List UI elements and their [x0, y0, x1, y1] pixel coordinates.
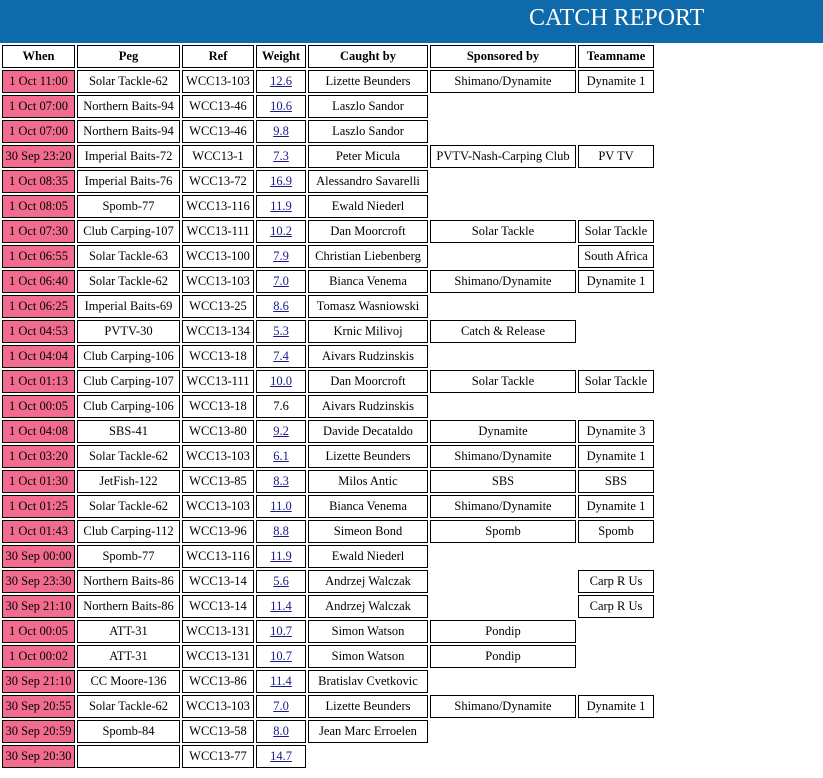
cell-caught-by: Simon Watson [308, 620, 428, 643]
cell-sponsored-by: Shimano/Dynamite [430, 445, 576, 468]
table-row [2, 145, 654, 168]
column-header-when: When [2, 45, 75, 68]
cell-ref: WCC13-116 [182, 545, 254, 568]
cell-sponsored-by [430, 595, 576, 618]
cell-ref: WCC13-46 [182, 120, 254, 143]
catch-table [0, 43, 656, 770]
cell-caught-by: Lizette Beunders [308, 695, 428, 718]
cell-ref: WCC13-14 [182, 595, 254, 618]
cell-caught-by: Aivars Rudzinskis [308, 395, 428, 418]
cell-peg: PVTV-30 [77, 320, 180, 343]
cell-ref: WCC13-18 [182, 395, 254, 418]
table-row [2, 545, 654, 568]
cell-ref: WCC13-14 [182, 570, 254, 593]
cell-caught-by: Ewald Niederl [308, 195, 428, 218]
weight-link[interactable]: 12.6 [270, 74, 292, 88]
table-row [2, 470, 654, 493]
cell-peg: Solar Tackle-62 [77, 445, 180, 468]
table-row [2, 620, 654, 643]
cell-sponsored-by [430, 720, 576, 743]
cell-peg: Solar Tackle-62 [77, 70, 180, 93]
table-row [2, 670, 654, 693]
cell-when: 1 Oct 11:00 [2, 70, 75, 93]
cell-sponsored-by [430, 295, 576, 318]
cell-caught-by: Simeon Bond [308, 520, 428, 543]
cell-peg: Northern Baits-86 [77, 595, 180, 618]
cell-when: 1 Oct 04:08 [2, 420, 75, 443]
cell-ref: WCC13-111 [182, 370, 254, 393]
weight-link[interactable]: 9.2 [273, 424, 289, 438]
cell-ref: WCC13-100 [182, 245, 254, 268]
cell-teamname: South Africa [578, 245, 654, 268]
cell-sponsored-by: Dynamite [430, 420, 576, 443]
weight-link[interactable]: 10.2 [270, 224, 292, 238]
cell-weight [256, 720, 306, 743]
cell-caught-by [308, 745, 428, 768]
cell-peg: JetFish-122 [77, 470, 180, 493]
table-row [2, 70, 654, 93]
table-row [2, 245, 654, 268]
cell-when: 30 Sep 20:55 [2, 695, 75, 718]
cell-sponsored-by [430, 395, 576, 418]
cell-sponsored-by: SBS [430, 470, 576, 493]
weight-link[interactable]: 10.6 [270, 99, 292, 113]
cell-sponsored-by [430, 670, 576, 693]
cell-caught-by: Laszlo Sandor [308, 95, 428, 118]
cell-teamname [578, 295, 654, 318]
cell-teamname: Carp R Us [578, 570, 654, 593]
cell-weight [256, 245, 306, 268]
weight-link[interactable]: 10.7 [270, 649, 292, 663]
cell-teamname: Dynamite 1 [578, 695, 654, 718]
weight-link[interactable]: 11.9 [270, 549, 292, 563]
cell-peg: Imperial Baits-69 [77, 295, 180, 318]
cell-sponsored-by [430, 345, 576, 368]
cell-weight [256, 595, 306, 618]
cell-peg: Club Carping-106 [77, 395, 180, 418]
cell-teamname [578, 545, 654, 568]
table-row [2, 95, 654, 118]
table-row [2, 420, 654, 443]
cell-weight [256, 295, 306, 318]
cell-teamname [578, 345, 654, 368]
header-banner [0, 0, 823, 43]
cell-peg: Northern Baits-94 [77, 95, 180, 118]
cell-when: 1 Oct 07:30 [2, 220, 75, 243]
cell-weight [256, 445, 306, 468]
cell-caught-by: Davide Decataldo [308, 420, 428, 443]
cell-caught-by: Milos Antic [308, 470, 428, 493]
cell-when: 1 Oct 00:02 [2, 645, 75, 668]
cell-sponsored-by: Catch & Release [430, 320, 576, 343]
cell-weight [256, 345, 306, 368]
weight-link[interactable]: 8.3 [273, 474, 289, 488]
cell-caught-by: Tomasz Wasniowski [308, 295, 428, 318]
cell-teamname [578, 320, 654, 343]
header-row [2, 45, 654, 68]
cell-peg: Solar Tackle-63 [77, 245, 180, 268]
cell-when: 1 Oct 06:25 [2, 295, 75, 318]
cell-teamname: Dynamite 1 [578, 445, 654, 468]
cell-ref: WCC13-103 [182, 270, 254, 293]
cell-caught-by: Laszlo Sandor [308, 120, 428, 143]
cell-ref: WCC13-96 [182, 520, 254, 543]
cell-caught-by: Alessandro Savarelli [308, 170, 428, 193]
cell-weight [256, 620, 306, 643]
cell-when: 1 Oct 00:05 [2, 620, 75, 643]
cell-sponsored-by: Pondip [430, 645, 576, 668]
cell-teamname [578, 670, 654, 693]
cell-sponsored-by [430, 745, 576, 768]
cell-sponsored-by [430, 245, 576, 268]
table-row [2, 695, 654, 718]
cell-weight [256, 70, 306, 93]
cell-teamname: Dynamite 1 [578, 270, 654, 293]
table-row [2, 445, 654, 468]
cell-caught-by: Christian Liebenberg [308, 245, 428, 268]
cell-weight [256, 170, 306, 193]
cell-peg: Northern Baits-94 [77, 120, 180, 143]
table-row [2, 570, 654, 593]
cell-ref: WCC13-25 [182, 295, 254, 318]
cell-teamname [578, 170, 654, 193]
table-row [2, 195, 654, 218]
cell-ref: WCC13-46 [182, 95, 254, 118]
cell-weight [256, 520, 306, 543]
column-header-caught-by: Caught by [308, 45, 428, 68]
cell-weight [256, 670, 306, 693]
cell-caught-by: Andrzej Walczak [308, 570, 428, 593]
table-row [2, 295, 654, 318]
cell-peg: Solar Tackle-62 [77, 270, 180, 293]
cell-when: 1 Oct 06:40 [2, 270, 75, 293]
cell-teamname: Solar Tackle [578, 370, 654, 393]
cell-ref: WCC13-1 [182, 145, 254, 168]
cell-weight [256, 270, 306, 293]
cell-peg: Club Carping-106 [77, 345, 180, 368]
cell-when: 1 Oct 08:05 [2, 195, 75, 218]
cell-when: 30 Sep 20:30 [2, 745, 75, 768]
table-row [2, 170, 654, 193]
table-row [2, 595, 654, 618]
cell-sponsored-by: Solar Tackle [430, 220, 576, 243]
cell-ref: WCC13-116 [182, 195, 254, 218]
cell-weight [256, 120, 306, 143]
cell-sponsored-by: PVTV-Nash-Carping Club [430, 145, 576, 168]
weight-link[interactable]: 6.1 [273, 449, 289, 463]
cell-when: 30 Sep 23:30 [2, 570, 75, 593]
cell-when: 30 Sep 21:10 [2, 595, 75, 618]
weight-link[interactable]: 11.4 [270, 599, 292, 613]
cell-ref: WCC13-72 [182, 170, 254, 193]
cell-caught-by: Bratislav Cvetkovic [308, 670, 428, 693]
cell-peg: Solar Tackle-62 [77, 695, 180, 718]
cell-sponsored-by [430, 195, 576, 218]
cell-weight [256, 145, 306, 168]
cell-ref: WCC13-131 [182, 620, 254, 643]
cell-weight [256, 320, 306, 343]
cell-weight: 7.6 [256, 395, 306, 418]
cell-ref: WCC13-131 [182, 645, 254, 668]
cell-when: 1 Oct 06:55 [2, 245, 75, 268]
cell-teamname [578, 745, 654, 768]
cell-sponsored-by: Spomb [430, 520, 576, 543]
weight-link[interactable]: 8.0 [273, 724, 289, 738]
cell-sponsored-by [430, 170, 576, 193]
cell-teamname: Dynamite 1 [578, 495, 654, 518]
column-header-sponsored-by: Sponsored by [430, 45, 576, 68]
cell-ref: WCC13-103 [182, 495, 254, 518]
cell-peg: Spomb-84 [77, 720, 180, 743]
cell-teamname: SBS [578, 470, 654, 493]
cell-teamname: Dynamite 3 [578, 420, 654, 443]
weight-link[interactable]: 11.4 [270, 674, 292, 688]
cell-peg: Spomb-77 [77, 195, 180, 218]
weight-link[interactable]: 11.0 [270, 499, 292, 513]
cell-weight [256, 370, 306, 393]
cell-caught-by: Dan Moorcroft [308, 220, 428, 243]
cell-caught-by: Krnic Milivoj [308, 320, 428, 343]
page-title: CATCH REPORT [529, 5, 705, 31]
cell-sponsored-by: Shimano/Dynamite [430, 495, 576, 518]
cell-ref: WCC13-111 [182, 220, 254, 243]
cell-weight [256, 495, 306, 518]
cell-caught-by: Lizette Beunders [308, 70, 428, 93]
cell-teamname [578, 395, 654, 418]
table-row [2, 370, 654, 393]
table-row [2, 720, 654, 743]
table-row [2, 745, 654, 768]
cell-sponsored-by: Shimano/Dynamite [430, 70, 576, 93]
table-row [2, 645, 654, 668]
table-row [2, 345, 654, 368]
cell-teamname [578, 195, 654, 218]
cell-teamname: PV TV [578, 145, 654, 168]
cell-ref: WCC13-80 [182, 420, 254, 443]
cell-sponsored-by [430, 95, 576, 118]
cell-peg: Imperial Baits-72 [77, 145, 180, 168]
cell-weight [256, 220, 306, 243]
cell-weight [256, 95, 306, 118]
cell-peg: Club Carping-107 [77, 220, 180, 243]
cell-when: 1 Oct 04:53 [2, 320, 75, 343]
cell-weight [256, 645, 306, 668]
table-row [2, 520, 654, 543]
cell-when: 1 Oct 03:20 [2, 445, 75, 468]
cell-when: 1 Oct 07:00 [2, 120, 75, 143]
weight-link[interactable]: 7.3 [273, 149, 289, 163]
cell-sponsored-by [430, 545, 576, 568]
cell-peg: Solar Tackle-62 [77, 495, 180, 518]
weight-link[interactable]: 14.7 [270, 749, 292, 763]
cell-peg: ATT-31 [77, 620, 180, 643]
weight-link[interactable]: 16.9 [270, 174, 292, 188]
weight-link[interactable]: 7.9 [273, 249, 289, 263]
weight-link[interactable]: 7.4 [273, 349, 289, 363]
cell-weight [256, 695, 306, 718]
cell-caught-by: Bianca Venema [308, 270, 428, 293]
cell-teamname: Spomb [578, 520, 654, 543]
table-row [2, 495, 654, 518]
cell-caught-by: Jean Marc Erroelen [308, 720, 428, 743]
table-row [2, 120, 654, 143]
cell-weight [256, 420, 306, 443]
cell-peg: Club Carping-107 [77, 370, 180, 393]
cell-peg: Imperial Baits-76 [77, 170, 180, 193]
cell-ref: WCC13-86 [182, 670, 254, 693]
cell-peg: CC Moore-136 [77, 670, 180, 693]
cell-caught-by: Dan Moorcroft [308, 370, 428, 393]
cell-when: 1 Oct 01:30 [2, 470, 75, 493]
cell-peg: ATT-31 [77, 645, 180, 668]
cell-weight [256, 545, 306, 568]
cell-sponsored-by: Shimano/Dynamite [430, 270, 576, 293]
weight-link[interactable]: 5.6 [273, 574, 289, 588]
cell-when: 30 Sep 20:59 [2, 720, 75, 743]
cell-peg: Spomb-77 [77, 545, 180, 568]
cell-peg: SBS-41 [77, 420, 180, 443]
cell-caught-by: Simon Watson [308, 645, 428, 668]
weight-link[interactable]: 11.9 [270, 199, 292, 213]
cell-sponsored-by: Pondip [430, 620, 576, 643]
cell-ref: WCC13-18 [182, 345, 254, 368]
column-header-peg: Peg [77, 45, 180, 68]
table-row [2, 320, 654, 343]
cell-ref: WCC13-103 [182, 445, 254, 468]
cell-peg: Northern Baits-86 [77, 570, 180, 593]
column-header-teamname: Teamname [578, 45, 654, 68]
cell-weight [256, 470, 306, 493]
cell-ref: WCC13-77 [182, 745, 254, 768]
cell-teamname [578, 645, 654, 668]
cell-when: 1 Oct 08:35 [2, 170, 75, 193]
column-header-ref: Ref [182, 45, 254, 68]
cell-teamname [578, 95, 654, 118]
cell-when: 30 Sep 00:00 [2, 545, 75, 568]
cell-caught-by: Aivars Rudzinskis [308, 345, 428, 368]
cell-peg [77, 745, 180, 768]
weight-link[interactable]: 10.7 [270, 624, 292, 638]
weight-link[interactable]: 7.0 [273, 274, 289, 288]
cell-caught-by: Lizette Beunders [308, 445, 428, 468]
cell-teamname: Dynamite 1 [578, 70, 654, 93]
cell-ref: WCC13-103 [182, 70, 254, 93]
cell-when: 30 Sep 23:20 [2, 145, 75, 168]
cell-peg: Club Carping-112 [77, 520, 180, 543]
cell-when: 1 Oct 01:25 [2, 495, 75, 518]
cell-teamname [578, 620, 654, 643]
cell-when: 1 Oct 04:04 [2, 345, 75, 368]
cell-weight [256, 745, 306, 768]
cell-teamname: Carp R Us [578, 595, 654, 618]
cell-ref: WCC13-58 [182, 720, 254, 743]
cell-teamname [578, 720, 654, 743]
cell-when: 30 Sep 21:10 [2, 670, 75, 693]
cell-weight [256, 195, 306, 218]
cell-caught-by: Peter Micula [308, 145, 428, 168]
cell-ref: WCC13-103 [182, 695, 254, 718]
table-row [2, 395, 654, 418]
cell-teamname: Solar Tackle [578, 220, 654, 243]
cell-sponsored-by: Solar Tackle [430, 370, 576, 393]
weight-link[interactable]: 8.6 [273, 299, 289, 313]
cell-when: 1 Oct 01:43 [2, 520, 75, 543]
weight-link[interactable]: 5.3 [273, 324, 289, 338]
weight-link[interactable]: 9.8 [273, 124, 289, 138]
table-row [2, 270, 654, 293]
weight-link[interactable]: 8.8 [273, 524, 289, 538]
cell-sponsored-by [430, 570, 576, 593]
cell-when: 1 Oct 00:05 [2, 395, 75, 418]
cell-ref: WCC13-134 [182, 320, 254, 343]
weight-link[interactable]: 10.0 [270, 374, 292, 388]
column-header-weight: Weight [256, 45, 306, 68]
cell-sponsored-by: Shimano/Dynamite [430, 695, 576, 718]
weight-link[interactable]: 7.0 [273, 699, 289, 713]
cell-when: 1 Oct 07:00 [2, 95, 75, 118]
cell-caught-by: Bianca Venema [308, 495, 428, 518]
cell-caught-by: Andrzej Walczak [308, 595, 428, 618]
cell-teamname [578, 120, 654, 143]
cell-sponsored-by [430, 120, 576, 143]
cell-caught-by: Ewald Niederl [308, 545, 428, 568]
table-row [2, 220, 654, 243]
cell-weight [256, 570, 306, 593]
cell-when: 1 Oct 01:13 [2, 370, 75, 393]
cell-ref: WCC13-85 [182, 470, 254, 493]
